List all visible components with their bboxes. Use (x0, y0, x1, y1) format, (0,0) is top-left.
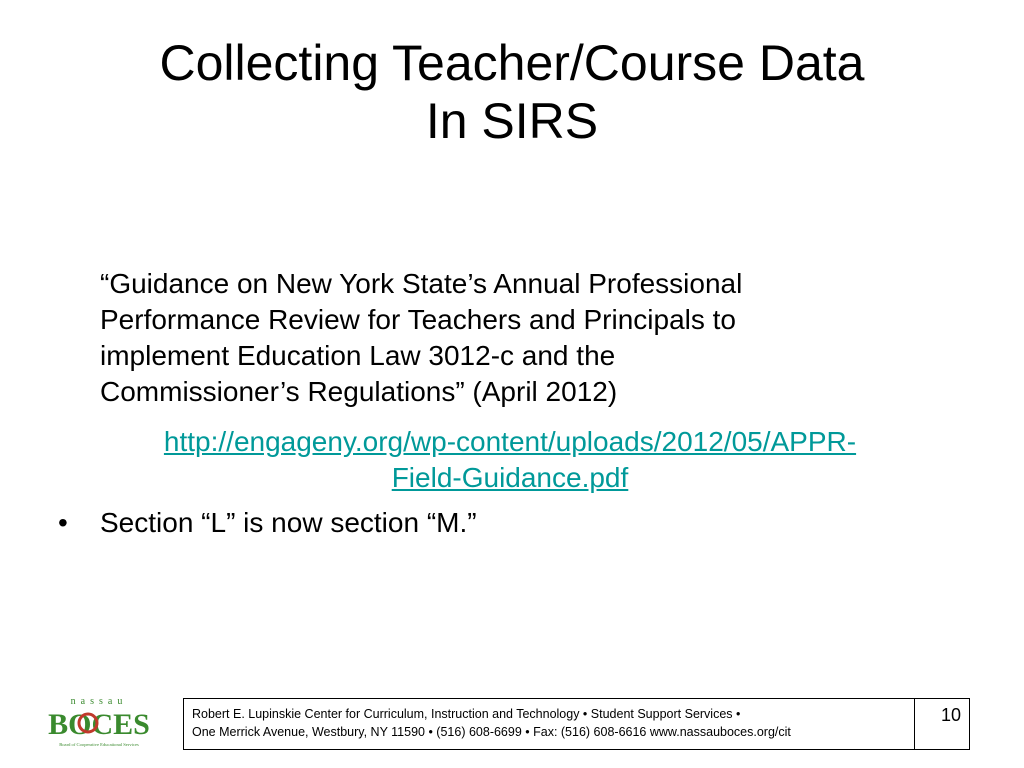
page-number-box (914, 698, 970, 750)
page-number: 10 (940, 705, 961, 725)
bullet-text: Section “L” is now section “M.” (100, 507, 477, 538)
slide-title (40, 34, 984, 150)
guidance-line: Commissioner’s Regulations” (April 2012) (100, 376, 618, 407)
footer-line-2: One Merrick Avenue, Westbury, NY 11590 • (516) 608-6699 • Fax: (516) 608-6616 www.nassauboces.org/cit (192, 725, 791, 739)
appr-guidance-link[interactable] (60, 424, 960, 496)
guidance-line: implement Education Law 3012-c and the (100, 340, 616, 371)
link-line-2[interactable]: Field-Guidance.pdf (391, 462, 629, 493)
logo-main-text: BOCES (48, 708, 150, 741)
nassau-boces-logo (48, 694, 150, 750)
footer-address (183, 698, 915, 750)
title-line-2: In SIRS (425, 93, 599, 149)
logo-sub-text: Board of Cooperative Educational Services (59, 742, 139, 747)
bullet-item (58, 505, 477, 541)
title-line-1: Collecting Teacher/Course Data (159, 35, 865, 91)
logo-top-text: nassau (70, 696, 128, 707)
bullet-icon: • (58, 507, 68, 538)
guidance-quote (100, 266, 980, 410)
guidance-line: Performance Review for Teachers and Principals to (100, 304, 737, 335)
link-line-1[interactable]: http://engageny.org/wp-content/uploads/2012/05/APPR- (163, 426, 857, 457)
guidance-line: “Guidance on New York State’s Annual Professional (100, 268, 743, 299)
footer-line-1: Robert E. Lupinskie Center for Curriculum, Instruction and Technology • Student Support Services • (192, 707, 741, 721)
